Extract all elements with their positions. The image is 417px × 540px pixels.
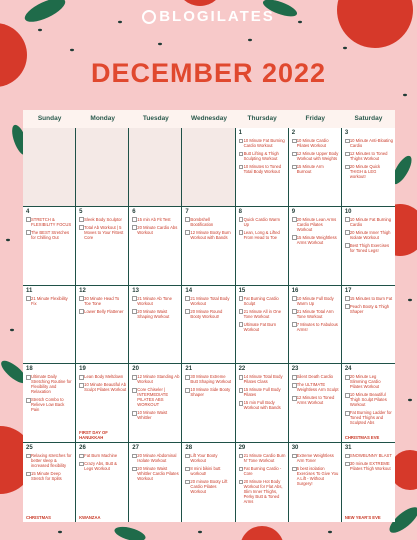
day-cell (342, 443, 395, 522)
day-cell (23, 443, 76, 522)
workout-item[interactable]: 21 Minute Cardio Burn N' Tone Workout (239, 453, 286, 463)
workout-item[interactable]: Peach Booty & Thigh Shaper (345, 304, 393, 314)
workout-item[interactable]: 15 min Full Body Workout with Bands (239, 400, 286, 410)
day-cell (289, 128, 342, 207)
holiday-label: KWANZAA (79, 515, 101, 520)
day-number: 8 (238, 208, 242, 215)
day-cell (76, 207, 129, 286)
workout-item[interactable]: 20 Minute Leg Slimming Cardio Pilates Workout (345, 374, 393, 389)
day-number: 2 (291, 130, 296, 136)
day-cell (236, 286, 289, 365)
day-number: 16 (291, 287, 299, 294)
day-number: 12 (79, 287, 86, 294)
day-number: 9 (291, 208, 296, 215)
workout-item[interactable]: Best Thigh Exercises for Toned Legs! (345, 243, 393, 253)
day-number: 21 (185, 366, 193, 373)
workout-item[interactable]: 20 Minute Waist Shaping Workout (132, 309, 179, 319)
day-number: 15 (238, 287, 246, 294)
workout-item[interactable]: 10 Minute Waist Whittler (132, 410, 179, 420)
workout-item[interactable]: Ultimate Daily Stretching Routine for Flexibility and Relaxation (26, 374, 73, 394)
weekday-label: Monday (90, 115, 115, 122)
day-number: 3 (344, 130, 349, 136)
workout-item[interactable]: Ultimate Fat Burn Workout (239, 322, 286, 332)
workout-item[interactable]: 12 Minute Booty Burn Workout with Bands (185, 230, 232, 240)
day-cell (129, 207, 182, 286)
workout-item[interactable]: 20 Minute Abdominal Isolate Workout (132, 453, 179, 463)
day-cell (236, 364, 289, 443)
workout-item[interactable]: Sleek Body Sculptor (79, 217, 126, 222)
day-cell (342, 207, 395, 286)
day-cell (236, 443, 289, 522)
workout-item[interactable]: 15 min Ab Fit Test (132, 217, 179, 222)
workout-item[interactable]: 15 Minute Weightless Arms Workout (292, 235, 339, 245)
workout-item[interactable]: 21 Minute All in One Tone Workout (239, 309, 286, 319)
day-cell (236, 207, 289, 286)
workout-item[interactable]: Butt Lifting & Thigh Sculpting Workout (239, 151, 286, 161)
day-number: 6 (132, 208, 136, 215)
page-title: DECEMBER 2022 (90, 58, 327, 88)
workout-item[interactable]: 20 Minute Waist Whittler Cardio Pilates Workout (132, 466, 179, 481)
workout-item[interactable]: 30 Minute Head To Toe Tone (79, 296, 126, 306)
day-number: 7 (185, 208, 189, 215)
day-cell (76, 286, 129, 365)
day-cell (182, 286, 235, 365)
day-cell (76, 443, 129, 522)
day-number: 11 (26, 287, 33, 294)
workout-item[interactable]: 20 Minute Inner Thigh Isolate Workout (345, 230, 393, 240)
day-number: 22 (238, 366, 246, 373)
workout-item[interactable]: 10 Minute Beautiful Ab Sculpt Pilates Workout (79, 382, 126, 392)
workout-item[interactable]: 21 Minute Total Arm Tone Workout (292, 309, 339, 319)
workout-item[interactable]: 15 Minute Arm Burnout (292, 164, 339, 174)
workout-item[interactable]: 15 Minutes to Burn Fat (345, 296, 393, 301)
workout-item[interactable]: STRETCH & FLEXIBILITY FOCUS (26, 217, 73, 227)
workout-item[interactable]: 10 Minute Beautiful Thigh Sculpt Pilates Workout (345, 392, 393, 407)
workout-item[interactable]: 15 Minute Full Body Pilates (239, 387, 286, 397)
day-cell (129, 364, 182, 443)
workout-item[interactable]: 5 best isolation Exercises To Give You A Lift - Without Surgery! (292, 466, 339, 486)
day-number: 20 (132, 366, 139, 373)
day-cell (129, 286, 182, 365)
workout-item[interactable]: 10 Minute Anti-Bloating Cardio (345, 138, 393, 148)
day-number: 26 (79, 445, 86, 452)
workout-item[interactable]: 10 Minute Side Booty Shaper (185, 387, 232, 397)
workout-item[interactable]: Fat Burning Ladder for Toned Thighs and Sculpted Abs (345, 410, 393, 425)
day-cell (129, 443, 182, 522)
workout-item[interactable]: Total Ab Workout | 5 Moves to Your Fittest Core (79, 225, 126, 240)
holiday-label: FIRST DAY OF HANUKKAH (79, 430, 108, 441)
weekday-label: Saturday (354, 115, 383, 122)
workout-item[interactable]: Stretch Combo to Relieve Low Back Pain (26, 397, 73, 412)
workout-item[interactable]: 8 mini bikini butt workout! (185, 466, 232, 476)
workout-item[interactable]: 21 Minute Flexibility Fix (26, 296, 73, 306)
workout-item[interactable]: SNOWBUNNY BLAST (345, 453, 393, 458)
workout-item[interactable]: 10 Minute Full Body Warm Up (292, 296, 339, 306)
brand-logo (0, 8, 417, 25)
day-number: 17 (344, 287, 352, 294)
workout-item[interactable]: 12 Minutes to Toned Thighs Workout (345, 151, 393, 161)
day-cell (289, 286, 342, 365)
holiday-label: CHRISTMAS EVE (344, 435, 380, 441)
day-number: 19 (79, 366, 86, 373)
workout-item[interactable]: Bombshell Bootification (185, 217, 232, 227)
day-cell (76, 364, 129, 443)
day-number: 30 (291, 445, 299, 452)
day-cell (182, 443, 235, 522)
empty-day-cell (182, 128, 235, 207)
holiday-label: CHRISTMAS (26, 515, 51, 520)
workout-item[interactable]: Silent Death Cardio (292, 374, 339, 379)
day-cell (23, 207, 76, 286)
weekday-label: Sunday (37, 115, 62, 122)
workout-item[interactable]: Fat Burn Machine (79, 453, 126, 458)
logo-text: BLOGILATES (159, 8, 275, 25)
workout-item[interactable]: 20 Minute Cardio Abs Workout (132, 225, 179, 235)
workout-item[interactable]: Lean, Long & Lifted From Head to Toe (239, 230, 286, 240)
day-number: 27 (132, 445, 139, 452)
empty-day-cell (129, 128, 182, 207)
day-number: 29 (238, 445, 246, 452)
workout-item[interactable]: 21 Minute Total Body Workout (185, 296, 232, 306)
workout-item[interactable]: 10 Minute Cardio Pilates Workout (292, 138, 339, 148)
workout-item[interactable]: 12 Minute Standing Ab Workout (132, 374, 179, 384)
workout-item[interactable]: 20 Minute Round Booty Workout! (185, 309, 232, 319)
day-cell (342, 364, 395, 443)
workout-item[interactable]: Lean Body Meltdown (79, 374, 126, 379)
workout-item[interactable]: The BEST Stretches for Chilling Out (26, 230, 73, 240)
workout-item[interactable]: 10 Minute Fat Burning Cardio (345, 217, 393, 227)
workout-item[interactable]: 21 Minute Ab Tone Workout (132, 296, 179, 306)
day-cell (342, 286, 395, 365)
workout-item[interactable]: 7 Minutes to Fabulous Arms! (292, 322, 339, 332)
workout-item[interactable]: 20 minute Booty Lift Cardio Pilates Workout (185, 479, 232, 494)
day-cell (182, 207, 235, 286)
workout-item[interactable]: Crazy Abs, Butt & Legs Workout (79, 461, 126, 471)
workout-item[interactable]: 20 Minute Quick THIGH & LEG workout! (345, 164, 393, 179)
workout-item[interactable]: 20 Minute Hot Body Workout for Flat Abs, Slim Inner Thighs, Perky Butt & Toned Arms (239, 479, 286, 504)
workout-item[interactable]: 12 Minute Upper Body Workout with Weights (292, 151, 339, 161)
calendar-grid (23, 128, 395, 522)
day-number: 4 (26, 208, 30, 215)
weekday-label: Friday (305, 115, 326, 122)
day-number: 13 (132, 287, 139, 294)
day-cell (23, 286, 76, 365)
workout-item[interactable]: Fat Burning Cardio Sculpt (239, 296, 286, 306)
empty-day-cell (76, 128, 129, 207)
workout-item[interactable]: 10 Minute Fat Burning Cardio Workout (239, 138, 286, 148)
workout-item[interactable]: Extreme Weightless Arm Toner (292, 453, 339, 463)
workout-item[interactable]: Quick Cardio Warm Up (239, 217, 286, 227)
workout-item[interactable]: 15 Minute Deep Stretch for Splits (26, 471, 73, 481)
day-cell (23, 364, 76, 443)
workout-item[interactable]: Lift Your Booty Workout (185, 453, 232, 463)
day-number: 1 (238, 130, 242, 136)
workout-item[interactable]: 12 Minutes to Toned Arms Workout (292, 395, 339, 405)
day-cell (289, 443, 342, 522)
day-cell (289, 207, 342, 286)
workout-item[interactable]: Core Chiseler | INTERMEDIATE PILATES ABS WORKOUT (132, 387, 179, 407)
day-number: 18 (26, 366, 33, 373)
day-number: 24 (344, 366, 352, 373)
weekday-label: Tuesday (142, 115, 169, 122)
calendar (23, 110, 395, 522)
day-number: 28 (185, 445, 193, 452)
workout-item[interactable]: 30 Minute Extreme Butt Shaping Workout (185, 374, 232, 384)
day-cell (236, 128, 289, 207)
weekday-label: Thursday (247, 115, 277, 122)
weekday-header (23, 110, 395, 128)
weekday-label: Wednesday (190, 115, 227, 122)
workout-item[interactable]: Fat Burning Cardio - Core (239, 466, 286, 476)
day-number: 14 (185, 287, 193, 294)
day-number: 5 (79, 208, 83, 215)
workout-item[interactable]: 10 Minutes to Toned Total Body Workout (239, 164, 286, 174)
day-cell (342, 128, 395, 207)
day-number: 31 (344, 445, 352, 452)
day-number: 10 (344, 208, 352, 215)
workout-item[interactable]: 14 Minute Total Body Pilates Class (239, 374, 286, 384)
empty-day-cell (23, 128, 76, 207)
workout-item[interactable]: 20 Minute Lean Arms Cardio Pilates Workout (292, 217, 339, 232)
day-number: 25 (26, 445, 33, 452)
day-cell (289, 364, 342, 443)
workout-item[interactable]: 30 minute EXTREME Pilates Thigh Workout (345, 461, 393, 471)
workout-item[interactable]: Lower Belly Flattener (79, 309, 126, 314)
workout-item[interactable]: Relaxing stretches for better sleep & increased flexibility (26, 453, 73, 468)
day-number: 23 (291, 366, 299, 373)
holiday-label: NEW YEAR'S EVE (344, 515, 381, 520)
day-cell (182, 364, 235, 443)
workout-item[interactable]: The ULTIMATE Weightless Arm Sculpt (292, 382, 339, 392)
logo-icon (142, 10, 156, 24)
